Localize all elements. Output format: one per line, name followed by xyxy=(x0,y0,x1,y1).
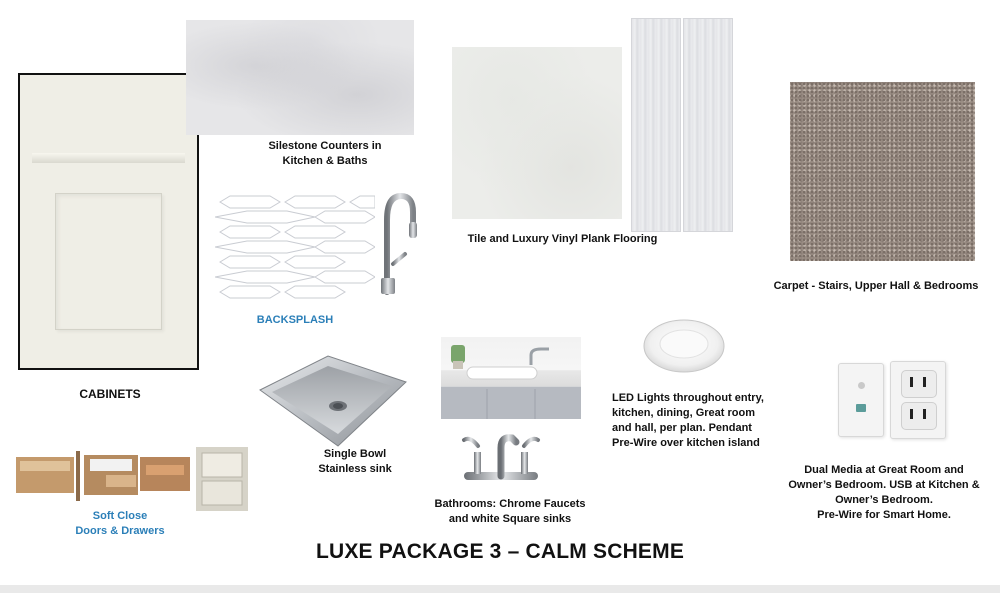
cabinet-door-image xyxy=(18,73,199,370)
faucet-icon xyxy=(373,192,417,296)
drawer-samples-image xyxy=(16,447,248,513)
bottom-bar xyxy=(0,585,1000,593)
caption-bathrooms: Bathrooms: Chrome Faucets and white Square sinks xyxy=(434,498,586,525)
caption-led: LED Lights throughout entry, kitchen, dining, Great room and hall, per plan. Pendant Pre-Wire over kitchen island xyxy=(612,392,764,449)
usb-outlet-plate xyxy=(890,361,946,439)
page-title: LUXE PACKAGE 3 – CALM SCHEME xyxy=(315,540,685,563)
caption-backsplash: BACKSPLASH xyxy=(256,314,334,326)
countertop-swatch xyxy=(186,20,414,135)
vinyl-plank-swatch xyxy=(631,18,681,232)
caption-cabinets: CABINETS xyxy=(79,387,141,401)
caption-soft-close: Soft Close Doors & Drawers xyxy=(75,510,165,537)
outlet-bottom xyxy=(901,402,937,430)
data-port xyxy=(856,404,866,412)
caption-media: Dual Media at Great Room and Owner’s Bedroom. USB at Kitchen & Owner’s Bedroom. Pre-Wire for Smart Home. xyxy=(788,464,980,521)
caption-carpet: Carpet - Stairs, Upper Hall & Bedrooms xyxy=(773,280,979,292)
vinyl-plank-swatch xyxy=(683,18,733,232)
caption-flooring: Tile and Luxury Vinyl Plank Flooring xyxy=(467,233,658,245)
caption-sink: Single Bowl Stainless sink xyxy=(318,448,392,475)
caption-counters: Silestone Counters in Kitchen & Baths xyxy=(268,140,382,167)
led-light-icon xyxy=(642,318,726,374)
sink-image xyxy=(256,352,408,450)
vanity-photo xyxy=(441,337,581,419)
carpet-swatch xyxy=(790,82,975,261)
media-plate xyxy=(838,363,884,437)
coax-port xyxy=(858,382,865,389)
media-outlet-icon xyxy=(838,361,948,437)
vanity-photo-detail xyxy=(441,337,581,419)
cabinet-rail xyxy=(32,153,185,163)
backsplash-tile-image xyxy=(215,195,375,305)
bathroom-faucet-icon xyxy=(460,428,542,484)
cabinet-panel xyxy=(55,193,162,330)
tile-swatch xyxy=(452,47,622,219)
outlet-top xyxy=(901,370,937,398)
